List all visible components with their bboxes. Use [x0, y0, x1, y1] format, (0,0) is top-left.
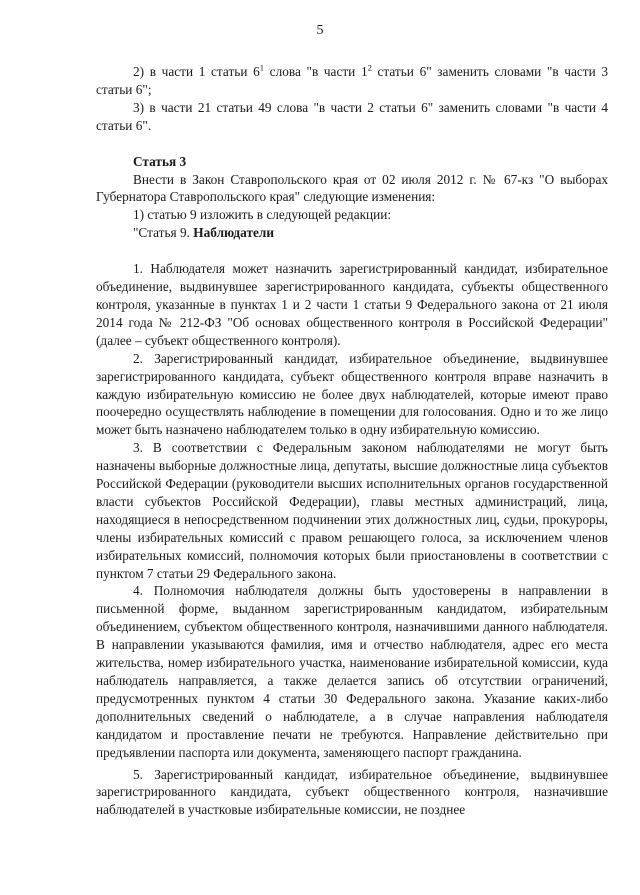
clause-4: 4. Полномочия наблюдателя должны быть удостоверены в направлении в письменной форме, выданном зарегистрированным кандидатом, избирательным объединением, субъектом общественного контроля, назначившими данного наблюдателя. В направлении указываются фамилия, имя и отчество наблюдателя, адрес его места жительства, номер избирательного участка, наименование избирательной комиссии, куда наблюдатель направляется, а также делается запись об отсутствии ограничений, предусмотренных пунктом 4 статьи 30 Федерального закона. Указание каких-либо дополнительных сведений о наблюдателе, а в случае направления наблюдателя кандидатом и проставление печати не требуются. Направление действительно при предъявлении паспорта или документа, заменяющего паспорт гражданина.	[96, 583, 608, 760]
clause-3: 3. В соответствии с Федеральным законом наблюдателями не могут быть назначены выборные должностные лица, депутаты, высшие должностные лица субъектов Российской Федерации (руководители высших исполнительных органов государственной власти субъектов Российской Федерации), главы местных администраций, лица, находящиеся в непосредственном подчинении этих должностных лиц, судьи, прокуроры, члены избирательных комиссий с правом решающего голоса, за исключением членов избирательных комиссий, полномочия которых были приостановлены в соответствии с пунктом 7 статьи 29 Федерального закона.	[96, 440, 608, 581]
amendment-item-3: 3) в части 21 статьи 49 слова "в части 2 статьи 6" заменить словами "в части 4 статьи 6".	[96, 99, 608, 133]
clause-5: 5. Зарегистрированный кандидат, избирательное объединение, выдвинувшее зарегистрированного кандидата, субъект общественного контроля, назначившие наблюдателей в участковые избирательные комиссии, не позднее	[96, 766, 608, 818]
subheading-title: Наблюдатели	[193, 225, 275, 241]
subheading-prefix: "Статья 9.	[133, 225, 194, 241]
clause-1: 1. Наблюдателя может назначить зарегистрированный кандидат, избирательное объединение, выдвинувшее зарегистрированного кандидата, субъекты общественного контроля, указанные в пунктах 1 и 2 части 1 статьи 9 Федерального закона от 21 июля 2014 года № 212-ФЗ "Об основах общественного контроля в Российской Федерации" (далее – субъект общественного контроля).	[96, 261, 608, 348]
page-number: 5	[316, 23, 324, 38]
amendment-item-2: 2) в части 1 статьи $6^1$ слова "в части $1^2$ статьи 6" заменить словами "в части 3 статьи 6";	[96, 62, 608, 97]
document-body	[96, 63, 608, 819]
clause-2: 2. Зарегистрированный кандидат, избирательное объединение, выдвинувшее зарегистрированного кандидата, субъект общественного контроля вправе назначить в каждую избирательную комиссию не более двух наблюдателей, которые имеют право поочередно осуществлять наблюдение в помещении для голосования. Одно и то же лицо может быть назначено наблюдателем только в одну избирательную комиссию.	[96, 350, 608, 438]
article-subheading	[96, 224, 608, 242]
article-heading: Статья 3	[133, 153, 187, 169]
article-item-1: 1) статью 9 изложить в следующей редакции:	[133, 207, 392, 223]
article-intro: Внести в Закон Ставропольского края от 02 июля 2012 г. № 67-кз "О выборах Губернатора Ставропольского края" следующие изменения:	[96, 171, 608, 205]
